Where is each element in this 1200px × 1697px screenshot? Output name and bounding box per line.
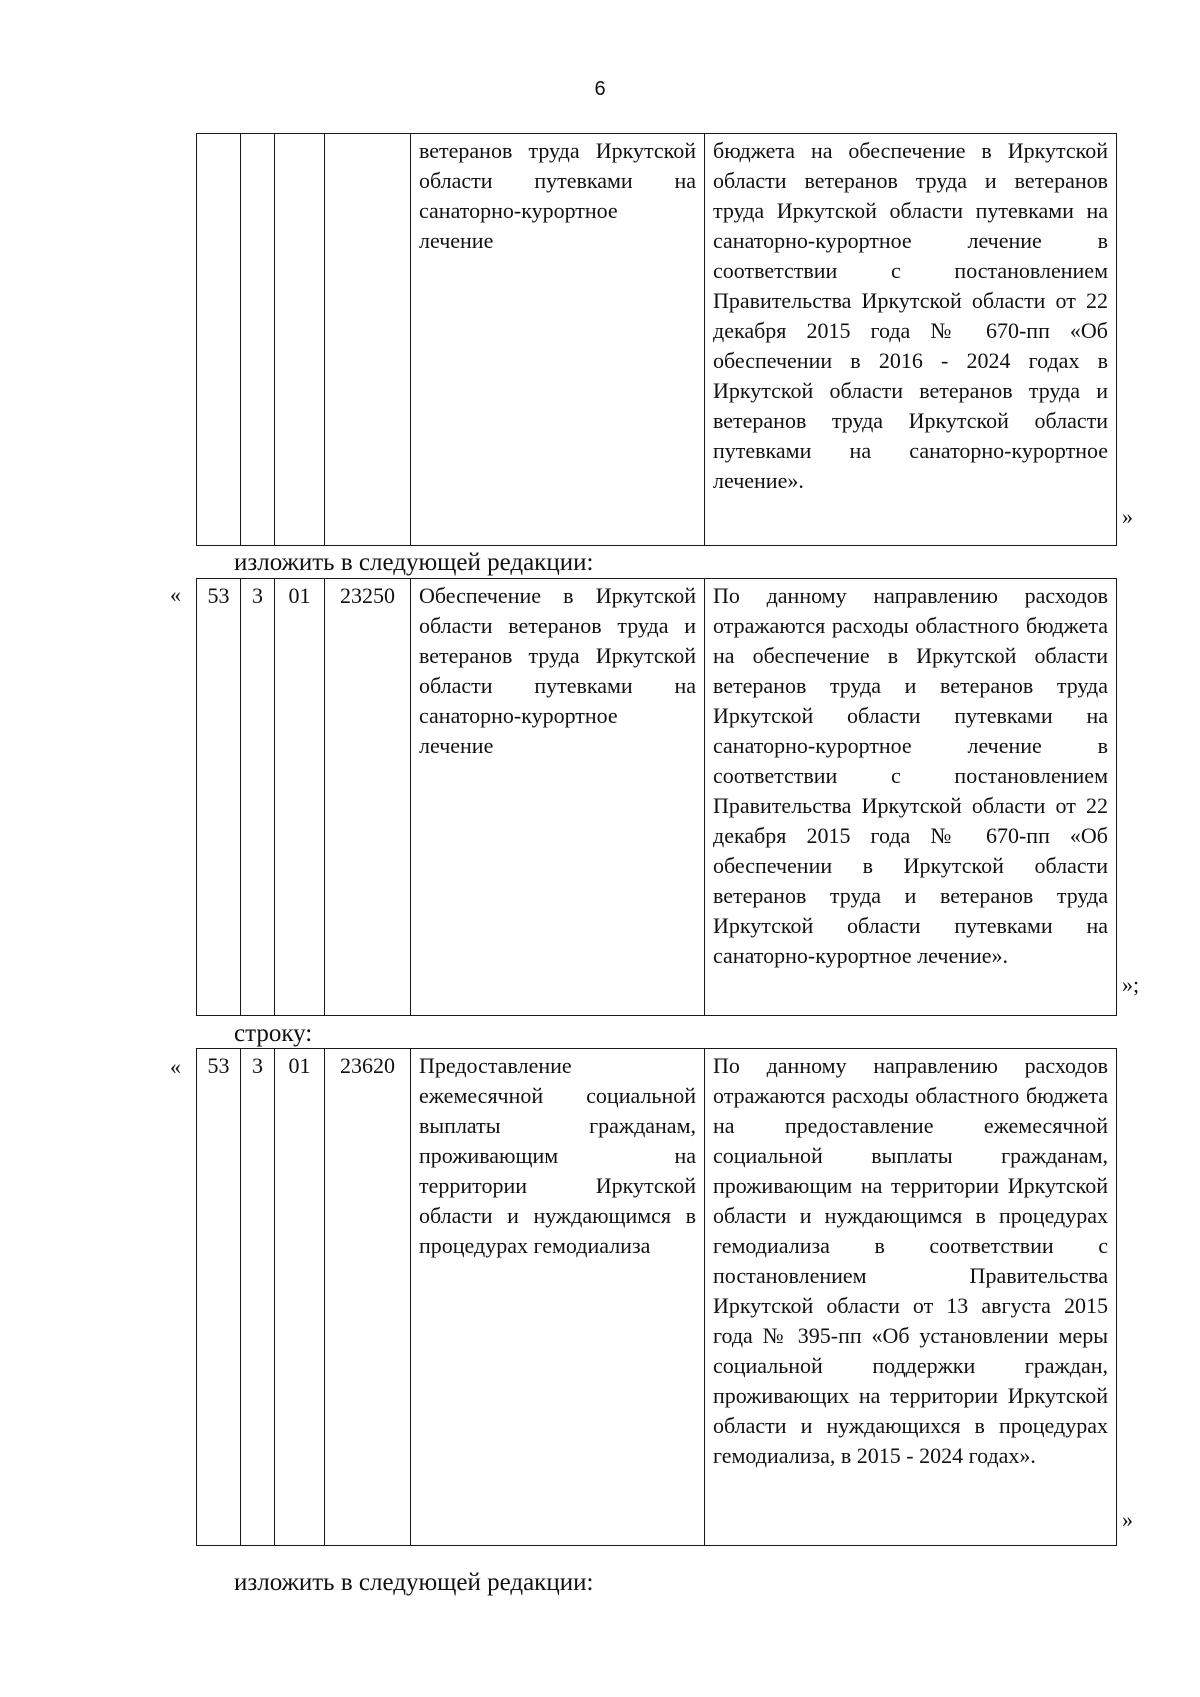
page-number: 6 (594, 78, 606, 100)
opening-quote: « (170, 582, 181, 607)
instruction-text: изложить в следующей редакции: (234, 1569, 594, 1596)
table-row-23620 (196, 1048, 1116, 1546)
expense-description: По данному направлению расходов отражаются расходы областного бюджета на обеспечение в Иркутской области ветеранов труда и ветеранов труда Иркутской области путевками на санаторно-курортное лечение в соответствии с постановлением Правительства Иркутской области от 22 декабря 2015 года № 670-пп «Об обеспечении в Иркутской области ветеранов труда и ветеранов труда Иркутской области путевками на санаторно-курортное лечение». (705, 579, 1117, 1016)
closing-quote: »; (1122, 972, 1140, 997)
expense-description: По данному направлению расходов отражаются расходы областного бюджета на предоставление ежемесячной социальной выплаты гражданам, проживающим на территории Иркутской области и нуждающимся в процедурах гемодиализа в соответствии с постановлением Правительства Иркутской области от 13 августа 2015 года № 395-пп «Об установлении меры социальной поддержки граждан, проживающих на территории Иркутской области и нуждающихся в процедурах гемодиализа, в 2015 - 2024 годах». (705, 1049, 1117, 1546)
code-column-3: 01 (275, 1049, 325, 1546)
code-column-3: 01 (275, 579, 325, 1016)
code-column-4 (325, 134, 411, 546)
code-column-2 (241, 134, 275, 546)
expense-name: Обеспечение в Иркутской области ветеранов труда и ветеранов труда Иркутской области путевками на санаторно-курортное лечение (411, 579, 705, 1016)
code-column-4: 23250 (325, 579, 411, 1016)
code-column-1: 53 (197, 579, 241, 1016)
table-row-23250 (196, 578, 1116, 1016)
code-column-2: 3 (241, 579, 275, 1016)
code-column-3 (275, 134, 325, 546)
opening-quote: « (170, 1054, 181, 1079)
closing-quote: » (1122, 504, 1133, 529)
code-column-1 (197, 134, 241, 546)
expense-name: ветеранов труда Иркутской области путевками на санаторно-курортное лечение (411, 134, 705, 546)
expense-description: бюджета на обеспечение в Иркутской области ветеранов труда и ветеранов труда Иркутской области путевками на санаторно-курортное лечение в соответствии с постановлением Правительства Иркутской области от 22 декабря 2015 года № 670-пп «Об обеспечении в 2016 - 2024 годах в Иркутской области ветеранов труда и ветеранов труда Иркутской области путевками на санаторно-курортное лечение». (705, 134, 1117, 546)
code-column-1: 53 (197, 1049, 241, 1546)
code-column-2: 3 (241, 1049, 275, 1546)
expense-name: Предоставление ежемесячной социальной выплаты гражданам, проживающим на территории Иркутской области и нуждающимся в процедурах гемодиализа (411, 1049, 705, 1546)
instruction-text: строку: (234, 1020, 313, 1047)
table-row-continuation (196, 133, 1116, 546)
closing-quote: » (1122, 1507, 1133, 1532)
instruction-text: изложить в следующей редакции: (234, 549, 594, 576)
code-column-4: 23620 (325, 1049, 411, 1546)
